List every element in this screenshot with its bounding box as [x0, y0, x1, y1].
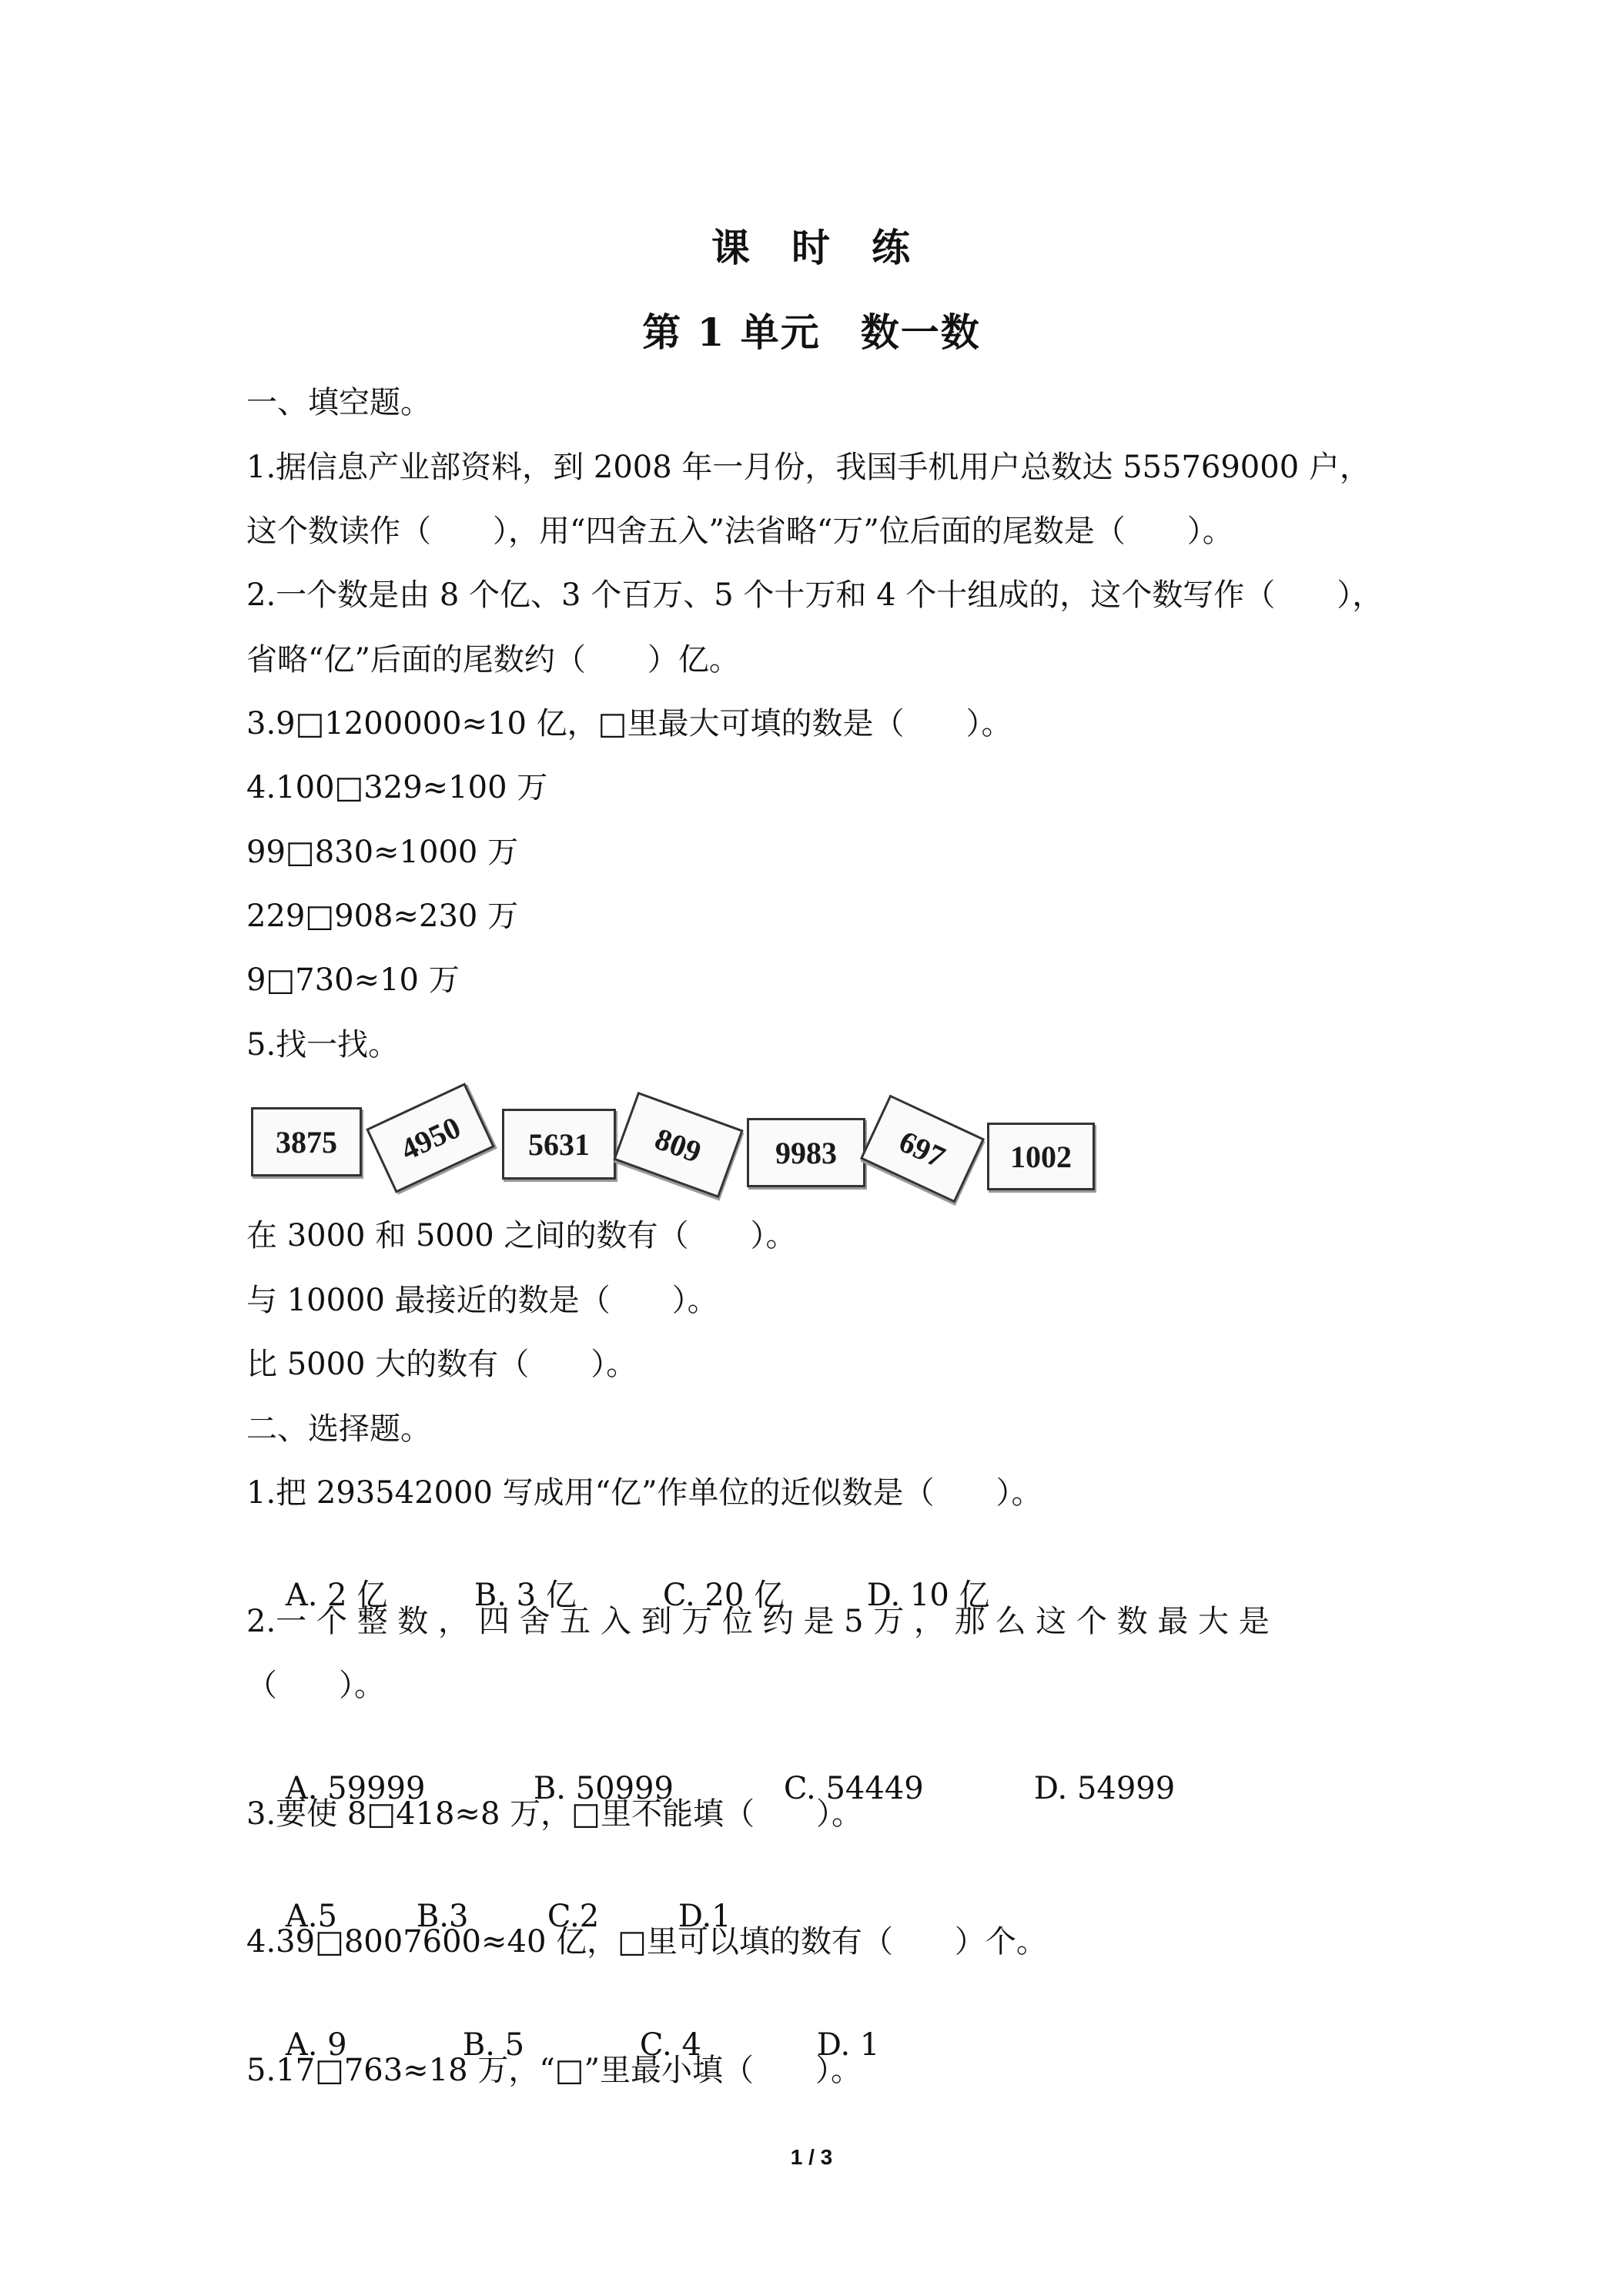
s1-q5: 5.找一找。 — [246, 1027, 400, 1063]
s1-q3: 3.9□1200000≈10 亿，□里最大可填的数是（ ）。 — [246, 706, 1012, 741]
s1-q1-line1: 1.据信息产业部资料，到 2008 年一月份，我国手机用户总数达 555769000 户， — [246, 450, 1370, 485]
s1-q5-b: 与 10000 最接近的数是（ ）。 — [246, 1283, 718, 1318]
section1-heading: 一、填空题。 — [246, 385, 431, 420]
option-d: D.1 — [678, 1899, 731, 1934]
option-d: D. 1 — [816, 2027, 880, 2063]
s1-q2-line1: 2.一个数是由 8 个亿、3 个百万、5 个十万和 4 个十组成的，这个数写作（ ）， — [246, 577, 1384, 613]
option-a: A. 59999 — [285, 1771, 426, 1806]
s1-q4-c: 229□908≈230 万 — [246, 899, 519, 934]
s1-q4-d: 9□730≈10 万 — [246, 962, 460, 998]
section2-heading: 二、选择题。 — [246, 1411, 431, 1447]
s2-q2-line1: 2.一 个 整 数 ， 四 舍 五 入 到 万 位 约 是 5 万 ， 那 么 这 个 数 最 大 是 — [246, 1604, 1270, 1639]
option-b: B.3 — [416, 1899, 469, 1934]
s2-q2-line2: （ ）。 — [246, 1668, 385, 1703]
option-b: B. 3 亿 — [474, 1578, 577, 1613]
option-c: C. 54449 — [783, 1771, 924, 1806]
page-number: 1 / 3 — [790, 2145, 833, 2169]
option-a: A.5 — [285, 1899, 337, 1934]
number-card: 1002 — [987, 1123, 1095, 1190]
s2-q4: 4.39□8007600≈40 亿，□里可以填的数有（ ）个。 — [246, 1924, 1047, 1960]
option-d: D. 10 亿 — [866, 1578, 990, 1613]
number-card: 697 — [860, 1095, 985, 1203]
s1-q4-b: 99□830≈1000 万 — [246, 835, 519, 870]
option-c: C. 20 亿 — [662, 1578, 785, 1613]
number-card: 809 — [613, 1092, 743, 1198]
option-a: A. 9 — [285, 2027, 347, 2063]
s2-q3: 3.要使 8□418≈8 万，□里不能填（ ）。 — [246, 1796, 862, 1832]
s1-q2-line2: 省略“亿”后面的尾数约（ ）亿。 — [246, 642, 740, 678]
s1-q1-line2: 这个数读作（ ），用“四舍五入”法省略“万”位后面的尾数是（ ）。 — [246, 514, 1233, 549]
s2-q1: 1.把 293542000 写成用“亿”作单位的近似数是（ ）。 — [246, 1475, 1042, 1511]
number-card: 4950 — [366, 1083, 495, 1193]
option-a: A. 2 亿 — [285, 1578, 388, 1613]
unit-subtitle: 第 1 单元 数一数 — [642, 310, 981, 355]
number-card: 9983 — [747, 1118, 865, 1187]
s1-q5-a: 在 3000 和 5000 之间的数有（ ）。 — [246, 1218, 797, 1253]
s1-q5-c: 比 5000 大的数有（ ）。 — [246, 1347, 637, 1382]
s1-q4-a: 4.100□329≈100 万 — [246, 770, 548, 805]
option-b: B. 50999 — [533, 1771, 674, 1806]
number-card: 3875 — [251, 1107, 362, 1176]
number-card: 5631 — [502, 1109, 616, 1180]
option-d: D. 54999 — [1033, 1771, 1176, 1806]
s2-q5: 5.17□763≈18 万，“□”里最小填（ ）。 — [246, 2053, 862, 2088]
option-b: B. 5 — [462, 2027, 525, 2063]
option-c: C. 4 — [639, 2027, 701, 2063]
option-c: C.2 — [547, 1899, 600, 1934]
page-title: 课 时 练 — [711, 225, 912, 270]
